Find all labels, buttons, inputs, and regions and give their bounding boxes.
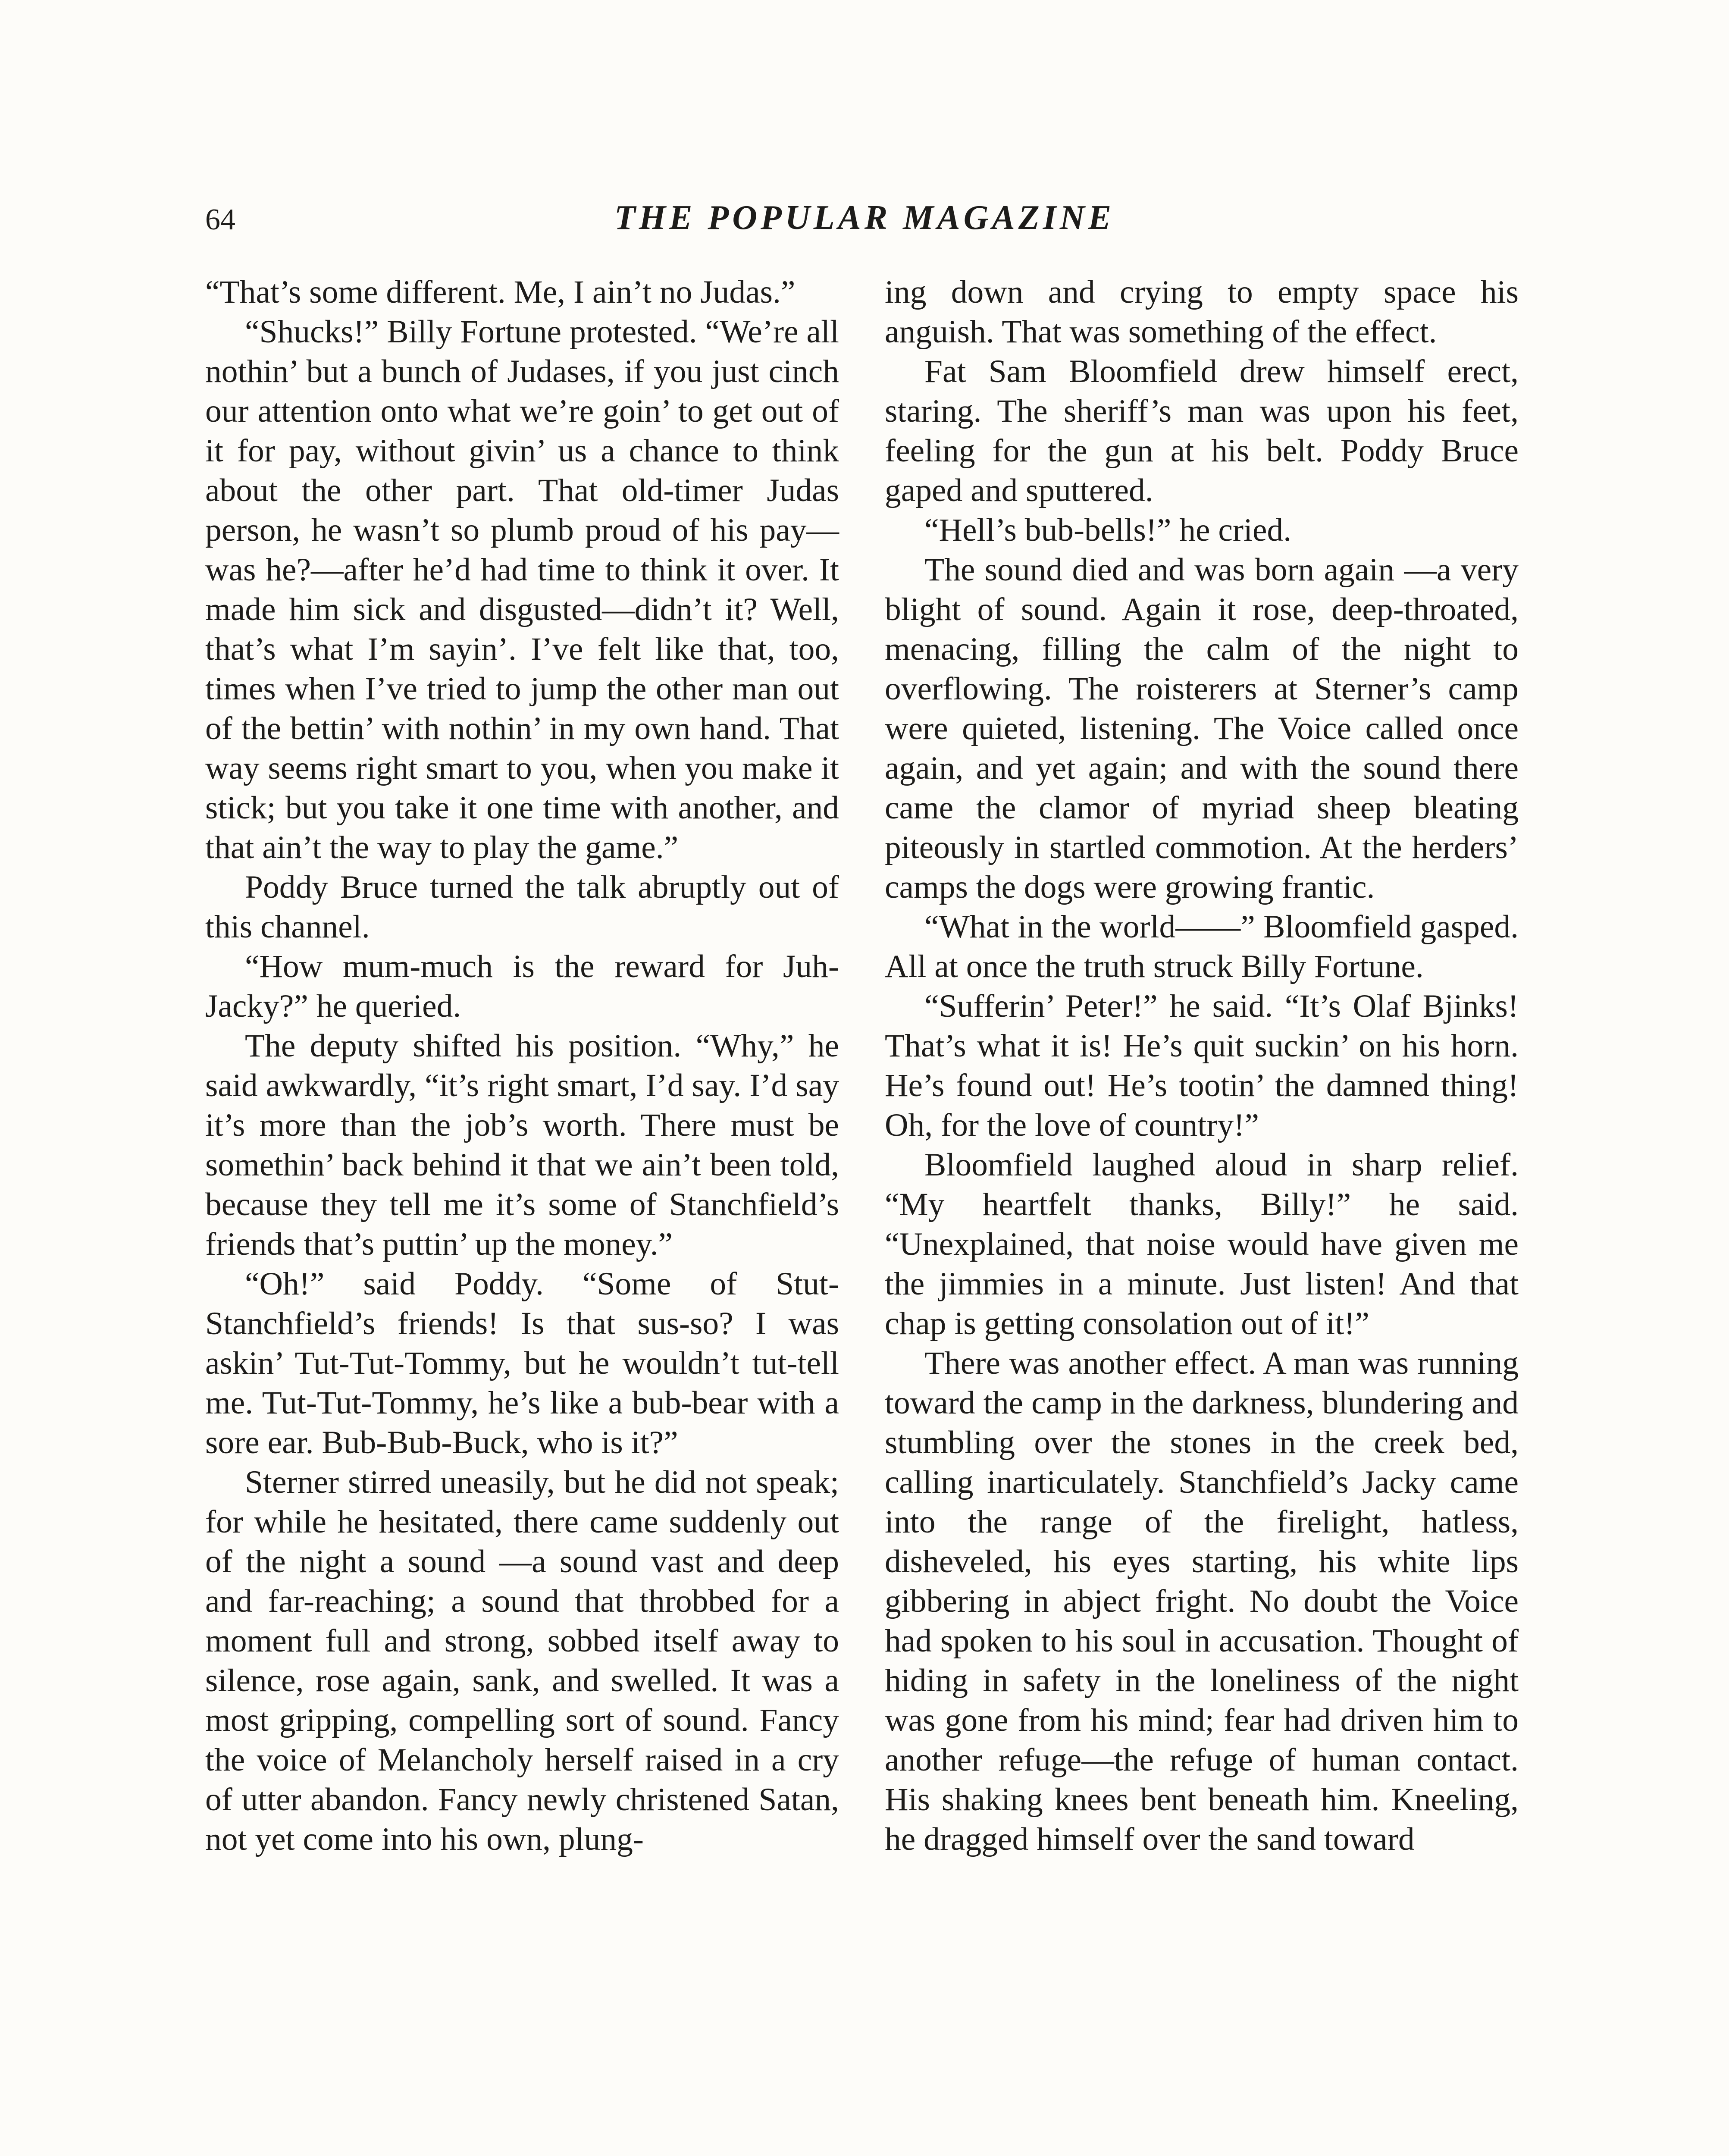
right-column [885, 273, 1519, 1859]
paragraph: The deputy shifted his position. “Why,” he said awkwardly, “it’s right smart, I’d say. I’d say it’s more than the job’s worth. There must be somethin’ back behind it that we ain’t been told, because they tell me it’s some of Stanchfield’s friends that’s puttin’ up the money.” [205, 1028, 839, 1262]
paragraph: “That’s some different. Me, I ain’t no Judas.” [205, 274, 796, 310]
paragraph: Sterner stirred uneasily, but he did not speak; for while he hesitated, there came suddenly out of the night a sound —a sound vast and deep and far-reaching; a sound that throbbed for a moment full and strong, sobbed itself away to silence, rose again, sank, and swelled. It was a most gripping, compelling sort of sound. Fancy the voice of Melancholy herself raised in a cry of utter abandon. Fancy newly christened Satan, not yet come into his own, plung- [205, 1464, 839, 1857]
paragraph: Poddy Bruce turned the talk abruptly out of this channel. [205, 869, 839, 945]
page-header [205, 198, 1524, 246]
paragraph: “Hell’s bub-bells!” he cried. [924, 512, 1292, 548]
running-head: THE POPULAR MAGAZINE [614, 199, 1115, 237]
paragraph: ing down and crying to empty space his anguish. That was something of the effect. [885, 274, 1519, 350]
paragraph: “Oh!” said Poddy. “Some of Stut-Stanchfield’s friends! Is that sus-so? I was askin’ Tut-Tut-Tommy, but he wouldn’t tut-tell me. Tut-Tut-Tommy, he’s like a bub-bear with a sore ear. Bub-Bub-Buck, who is it?” [205, 1266, 839, 1460]
paragraph: There was another effect. A man was running toward the camp in the darkness, blundering and stumbling over the stones in the creek bed, calling inarticulately. Stanchfield’s Jacky came into the range of the firelight, hatless, disheveled, his eyes starting, his white lips gibbering in abject fright. No doubt the Voice had spoken to his soul in accusation. Thought of hiding in safety in the loneliness of the night was gone from his mind; fear had driven him to another refuge—the refuge of human contact. His shaking knees bent beneath him. Kneeling, he dragged himself over the sand toward [885, 1345, 1519, 1857]
paragraph: Fat Sam Bloomfield drew himself erect, staring. The sheriff’s man was upon his feet, feeling for the gun at his belt. Poddy Bruce gaped and sputtered. [885, 354, 1519, 508]
paragraph: “Shucks!” Billy Fortune protested. “We’re all nothin’ but a bunch of Judases, if you just cinch our attention onto what we’re goin’ to get out of it for pay, without givin’ us a chance to think about the other part. That old-timer Judas person, he wasn’t so plumb proud of his pay—was he?—after he’d had time to think it over. It made him sick and disgusted—didn’t it? Well, that’s what I’m sayin’. I’ve felt like that, too, times when I’ve tried to jump the other man out of the bettin’ with nothin’ in my own hand. That way seems right smart to you, when you make it stick; but you take it one time with another, and that ain’t the way to play the game.” [205, 314, 839, 865]
paragraph: The sound died and was born again —a very blight of sound. Again it rose, deep-throated, menacing, filling the calm of the night to overflowing. The roisterers at Sterner’s camp were quieted, listening. The Voice called once again, and yet again; and with the sound there came the clamor of myriad sheep bleating piteously in startled commotion. At the herders’ camps the dogs were growing frantic. [885, 552, 1519, 905]
left-column [205, 273, 839, 1859]
page-number: 64 [205, 203, 235, 236]
paragraph: Bloomfield laughed aloud in sharp relief. “My heartfelt thanks, Billy!” he said. “Unexplained, that noise would have given me the jimmies in a minute. Just listen! And that chap is getting consolation out of it!” [885, 1147, 1519, 1341]
paragraph: “What in the world——” Bloomfield gasped. All at once the truth struck Billy Fortune. [885, 909, 1519, 984]
paragraph: “Sufferin’ Peter!” he said. “It’s Olaf Bjinks! That’s what it is! He’s quit suckin’ on his horn. He’s found out! He’s tootin’ the damned thing! Oh, for the love of country!” [885, 988, 1519, 1143]
paragraph: “How mum-much is the reward for Juh-Jacky?” he queried. [205, 949, 839, 1024]
